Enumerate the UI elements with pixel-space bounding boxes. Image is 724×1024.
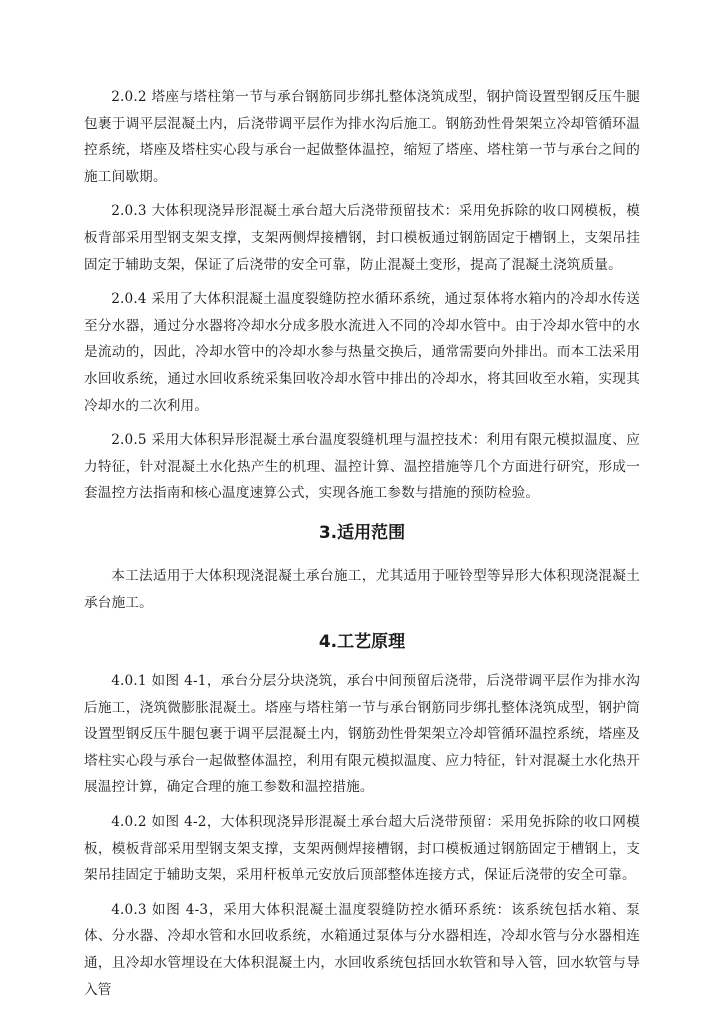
paragraph-2-0-2: 2.0.2 塔座与塔柱第一节与承台钢筋同步绑扎整体浇筑成型，钢护筒设置型钢反压牛腿包裹于调平层混凝土内，后浇带调平层作为排水沟后施工。钢筋劲性骨架架立冷却管循环温控系统，塔座及塔柱实心段与承台一起做整体温控，缩短了塔座、塔柱第一节与承台之间的施工间歇期。	[84, 89, 640, 185]
section-3-heading: 3.适用范围	[318, 522, 406, 543]
paragraph-4-0-3: 4.0.3 如图 4-3，采用大体积混凝土温度裂缝防控水循环系统：该系统包括水箱、泵体、分水器、冷却水管和水回收系统，水箱通过泵体与分水器相连，冷却水管与分水器相连通，且冷却水管埋设在大体积混凝土内，水回收系统包括回水软管和导入管，回水软管与导入管	[84, 901, 640, 998]
paragraph-4-0-2: 4.0.2 如图 4-2，大体积现浇异形混凝土承台超大后浇带预留：采用免拆除的收口网模板，模板背部采用型钢支架支撑，支架两侧焊接槽钢，封口模板通过钢筋固定于槽钢上，支架吊挂固定于辅助支架，采用杆板单元安放后顶部整体连接方式，保证后浇带的安全可靠。	[84, 814, 640, 884]
paragraph-4-0-1: 4.0.1 如图 4-1，承台分层分块浇筑，承台中间预留后浇带，后浇带调平层作为排水沟后施工，浇筑微膨胀混凝土。塔座与塔柱第一节与承台钢筋同步绑扎整体浇筑成型，钢护筒设置型钢反压牛腿包裹于调平层混凝土内，钢筋劲性骨架架立冷却管循环温控系统，塔座及塔柱实心段与承台一起做整体温控，利用有限元模拟温度、应力特征，针对混凝土水化热开展温控计算，确定合理的施工参数和温控措施。	[84, 673, 640, 796]
paragraph-2-0-4: 2.0.4 采用了大体积混凝土温度裂缝防控水循环系统，通过泵体将水箱内的冷却水传送至分水器，通过分水器将冷却水分成多股水流进入不同的冷却水管中。由于冷却水管中的水是流动的，因此，冷却水管中的冷却水参与热量交换后，通常需要向外排出。而本工法采用水回收系统，通过水回收系统采集回收冷却水管中排出的冷却水，将其回收至水箱，实现其冷却水的二次利用。	[84, 291, 640, 414]
paragraph-2-0-3: 2.0.3 大体积现浇异形混凝土承台超大后浇带预留技术：采用免拆除的收口网模板，模板背部采用型钢支架支撑，支架两侧焊接槽钢，封口模板通过钢筋固定于槽钢上，支架吊挂固定于辅助支架，保证了后浇带的安全可靠，防止混凝土变形，提高了混凝土浇筑质量。	[84, 203, 640, 273]
paragraph-2-0-5: 2.0.5 采用大体积异形混凝土承台温度裂缝机理与温控技术：利用有限元模拟温度、应力特征，针对混凝土水化热产生的机理、温控计算、温控措施等几个方面进行研究，形成一套温控方法指南和核心温度速算公式，实现各施工参数与措施的预防检验。	[84, 432, 640, 502]
section-4-heading: 4.工艺原理	[318, 632, 406, 653]
paragraph-section-3: 本工法适用于大体积现浇混凝土承台施工，尤其适用于哑铃型等异形大体积现浇混凝土承台施工。	[84, 567, 640, 611]
document-page	[84, 84, 640, 1003]
